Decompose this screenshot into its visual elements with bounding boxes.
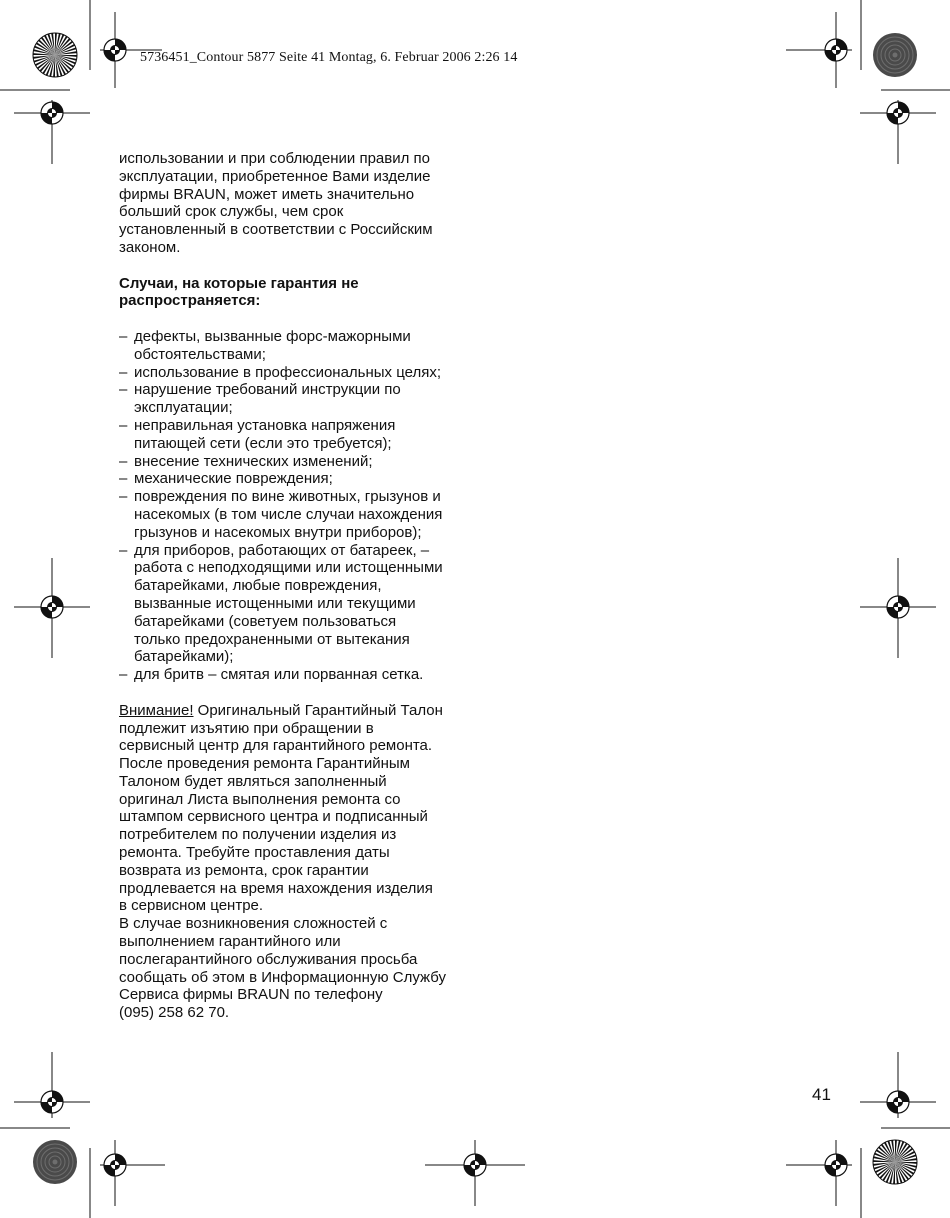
list-item xyxy=(119,417,464,453)
text-line: фирмы BRAUN, может иметь значительно xyxy=(119,185,415,203)
text-line: После проведения ремонта Гарантийным xyxy=(119,755,410,773)
text-line: больший срок службы, чем срок xyxy=(119,203,344,221)
notice-first-line xyxy=(119,702,464,720)
text-line: сервисный центр для гарантийного ремонта. xyxy=(119,737,433,755)
text-line: сообщать об этом в Информационную Службу xyxy=(119,968,446,986)
list-item-line: – внесение технических изменений; xyxy=(134,452,373,470)
notice-paragraph xyxy=(119,702,464,1022)
text-line: послегарантийного обслуживания просьба xyxy=(119,950,418,968)
document-body xyxy=(119,150,464,1022)
text-line: в сервисном центре. xyxy=(119,897,264,915)
list-item xyxy=(119,364,464,382)
text-line: ремонта. Требуйте проставления даты xyxy=(119,844,390,862)
text-line: выполнением гарантийного или xyxy=(119,933,341,951)
text-line: установленный в соответствии с Российским xyxy=(119,221,433,239)
text-line: Сервиса фирмы BRAUN по телефону xyxy=(119,986,383,1004)
list-item xyxy=(119,488,464,541)
list-item-line: – повреждения по вине животных, грызунов и xyxy=(134,488,441,506)
text-line: использовании и при соблюдении правил по xyxy=(119,150,430,167)
list-item-line: – использование в профессиональных целях; xyxy=(134,363,442,381)
list-item-line: насекомых (в том числе случаи нахождения xyxy=(134,505,443,523)
intro-paragraph xyxy=(119,150,464,257)
text-line: законом. xyxy=(119,238,181,256)
text-line: эксплуатации, приобретенное Вами изделие xyxy=(119,167,431,185)
list-item-line: только предохраненными от вытекания xyxy=(134,630,410,648)
section-heading xyxy=(119,275,464,311)
list-item-line: – для приборов, работающих от батареек, – xyxy=(134,541,430,559)
list-item-line: – нарушение требований инструкции по xyxy=(134,381,401,399)
text-line: Талоном будет являться заполненный xyxy=(119,772,387,790)
list-item-line: работа с неподходящими или истощенными xyxy=(134,559,443,577)
list-item-line: батарейками, любые повреждения, xyxy=(134,577,382,595)
list-item xyxy=(119,666,464,684)
list-item xyxy=(119,470,464,488)
list-item-line: – дефекты, вызванные форс-мажорными xyxy=(134,327,411,345)
list-item-line: эксплуатации; xyxy=(134,399,233,417)
heading-line: Случаи, на которые гарантия не xyxy=(119,274,359,292)
page-number: 41 xyxy=(812,1085,831,1104)
list-item-line: – неправильная установка напряжения xyxy=(134,416,396,434)
list-item xyxy=(119,381,464,417)
exclusions-list xyxy=(119,328,464,684)
text-line: штампом сервисного центра и подписанный xyxy=(119,808,428,826)
text-line: возврата из ремонта, срок гарантии xyxy=(119,861,369,879)
text-line: (095) 258 62 70. xyxy=(119,1004,230,1022)
text-line: потребителем по получении изделия из xyxy=(119,826,397,844)
starburst-registration-icon xyxy=(873,1140,917,1184)
list-item xyxy=(119,328,464,364)
list-item xyxy=(119,453,464,471)
starburst-registration-icon xyxy=(33,33,77,77)
text-line: продлевается на время нахождения изделия xyxy=(119,879,433,897)
notice-label: Внимание! xyxy=(119,701,194,719)
print-slug-line: 5736451_Contour 5877 Seite 41 Montag, 6. Februar 2006 2:26 14 xyxy=(140,50,518,65)
list-item-line: батарейками (советуем пользоваться xyxy=(134,612,397,630)
notice-first-line-text: Оригинальный Гарантийный Талон xyxy=(193,701,443,719)
list-item-line: обстоятельствами; xyxy=(134,345,266,363)
text-line: В случае возникновения сложностей с xyxy=(119,915,388,933)
list-item-line: – для бритв – смятая или порванная сетка. xyxy=(134,666,424,684)
heading-line: распространяется: xyxy=(119,292,261,310)
list-item-line: вызванные истощенными или текущими xyxy=(134,594,416,612)
list-item-line: – механические повреждения; xyxy=(134,470,333,488)
text-line: оригинал Листа выполнения ремонта со xyxy=(119,790,401,808)
list-item-line: грызунов и насекомых внутри приборов); xyxy=(134,523,422,541)
text-line: подлежит изъятию при обращении в xyxy=(119,719,374,737)
list-item-line: батарейками); xyxy=(134,648,234,666)
list-item xyxy=(119,542,464,667)
list-item-line: питающей сети (если это требуется); xyxy=(134,434,392,452)
